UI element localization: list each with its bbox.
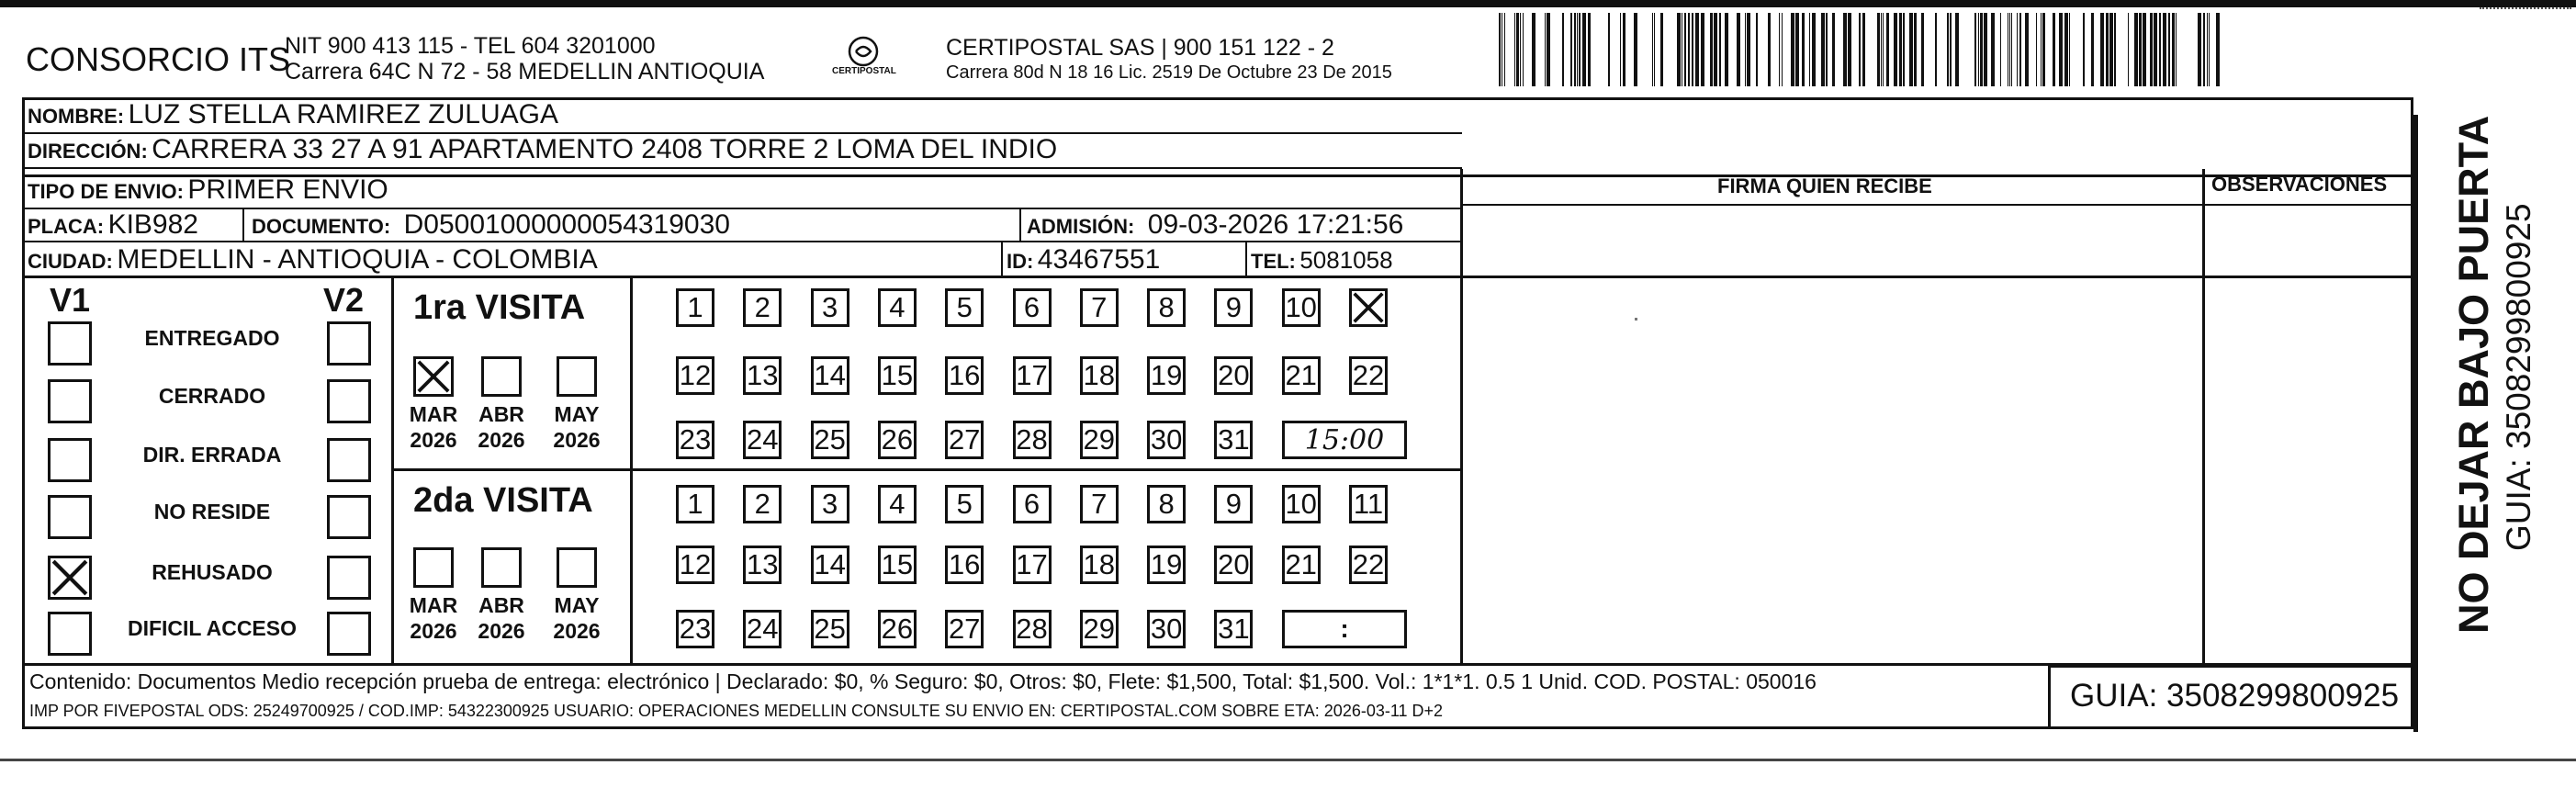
- bottom-border: [0, 759, 2576, 761]
- day-number: 28: [1016, 613, 1048, 645]
- day-number: 22: [1352, 548, 1385, 580]
- day-box[interactable]: [1013, 546, 1052, 584]
- barcode: [1499, 13, 2226, 86]
- company-name: CONSORCIO ITS: [26, 40, 291, 78]
- day-number: 30: [1150, 423, 1183, 456]
- footer-guia: GUIA: 3508299800925: [2070, 678, 2400, 714]
- month-label: MAY: [554, 402, 600, 426]
- v2-label: V2: [323, 281, 365, 319]
- firma-left-border: [1460, 169, 1463, 665]
- placa-divider: [242, 208, 244, 242]
- day-number: 6: [1023, 488, 1041, 520]
- x-mark-icon: [1352, 291, 1385, 324]
- day-number: 31: [1218, 423, 1250, 456]
- v1-checkbox[interactable]: [48, 379, 92, 423]
- day-box[interactable]: [743, 485, 782, 523]
- day-number: 31: [1218, 613, 1250, 645]
- day-box[interactable]: [1349, 485, 1388, 523]
- day-box[interactable]: [878, 546, 917, 584]
- id-divider: [1001, 241, 1003, 276]
- v2-checkbox[interactable]: [327, 321, 371, 366]
- v1-checkbox[interactable]: [48, 556, 92, 600]
- day-box[interactable]: [676, 546, 714, 584]
- tipo-value: PRIMER ENVIO: [187, 174, 388, 205]
- day-number: 23: [679, 613, 712, 645]
- x-mark-icon: [51, 558, 89, 597]
- day-box[interactable]: [1282, 485, 1321, 523]
- id-value: 43467551: [1037, 244, 1161, 275]
- day-box[interactable]: [1214, 421, 1253, 459]
- day-number: 11: [1353, 488, 1384, 520]
- certipostal-line: CERTIPOSTAL SAS | 900 151 122 - 2: [946, 35, 1334, 61]
- day-box[interactable]: [1214, 356, 1253, 395]
- day-box[interactable]: [811, 610, 849, 648]
- day-box[interactable]: [1147, 610, 1186, 648]
- nombre-label: NOMBRE:: [28, 105, 125, 128]
- day-number: 19: [1150, 548, 1183, 580]
- documento-label: DOCUMENTO:: [252, 215, 391, 238]
- day-box[interactable]: [1214, 288, 1253, 327]
- day-number: 24: [747, 423, 779, 456]
- month-label: MAR: [409, 593, 458, 617]
- day-number: 3: [821, 488, 838, 520]
- day-box[interactable]: [1013, 421, 1052, 459]
- day-number: 4: [889, 291, 906, 323]
- day-box[interactable]: [878, 288, 917, 327]
- admision-divider: [1019, 208, 1021, 242]
- month-checkbox[interactable]: [481, 356, 522, 397]
- day-box[interactable]: [878, 485, 917, 523]
- day-number: 26: [881, 423, 914, 456]
- day-box[interactable]: [1080, 610, 1119, 648]
- day-number: 13: [747, 548, 779, 580]
- day-number: 10: [1285, 291, 1317, 323]
- nombre-value: LUZ STELLA RAMIREZ ZULUAGA: [128, 99, 559, 129]
- day-number: 4: [889, 488, 906, 520]
- day-box[interactable]: [945, 610, 984, 648]
- day-box[interactable]: [811, 288, 849, 327]
- visita2-title: 2da VISITA: [413, 481, 593, 520]
- day-box[interactable]: [1013, 610, 1052, 648]
- v1-checkbox[interactable]: [48, 438, 92, 482]
- day-box[interactable]: [945, 421, 984, 459]
- day-number: 12: [679, 548, 712, 580]
- day-box[interactable]: [676, 485, 714, 523]
- day-number: 17: [1016, 548, 1048, 580]
- v2-checkbox[interactable]: [327, 438, 371, 482]
- footer-line1: Contenido: Documentos Medio recepción prueba de entrega: electrónico | Declarado: $0, % Seguro: $0, Otros: $0, Flete: $1,500, Total: $1,500. Vol.: 1*1*1. 0.5 1 Unid. COD. POSTAL: 050016: [29, 669, 1817, 693]
- day-number: 18: [1083, 359, 1116, 391]
- day-number: 12: [679, 359, 712, 391]
- day-box[interactable]: [811, 356, 849, 395]
- status-option-label: NO RESIDE: [153, 500, 271, 523]
- footer-line2: IMP POR FIVEPOSTAL ODS: 25249700925 / COD.IMP: 54322300925 USUARIO: OPERACIONES MEDELLIN CONSULTE SU ENVIO EN: CERTIPOSTAL.COM SOBRE ETA: 2026-03-11 D+2: [29, 702, 1444, 720]
- day-box[interactable]: [1214, 485, 1253, 523]
- v1-checkbox[interactable]: [48, 495, 92, 539]
- v2-checkbox[interactable]: [327, 495, 371, 539]
- day-box[interactable]: [1080, 421, 1119, 459]
- month-year: 2026: [553, 428, 601, 452]
- v2-checkbox[interactable]: [327, 379, 371, 423]
- day-box[interactable]: [1147, 288, 1186, 327]
- day-number: 15: [881, 359, 914, 391]
- month-year: 2026: [478, 619, 525, 643]
- day-box[interactable]: [811, 485, 849, 523]
- v1-checkbox[interactable]: [48, 612, 92, 656]
- handwritten-time: 15:00: [1304, 423, 1385, 456]
- day-box[interactable]: [878, 356, 917, 395]
- certipostal-logo-icon: [827, 31, 900, 86]
- admision-value: 09-03-2026 17:21:56: [1147, 209, 1404, 240]
- status-top-line: [22, 276, 1460, 278]
- day-number: 9: [1225, 291, 1243, 323]
- month-year: 2026: [410, 428, 457, 452]
- day-number: 6: [1023, 291, 1041, 323]
- month-checkbox[interactable]: [557, 547, 597, 588]
- day-box[interactable]: [1214, 610, 1253, 648]
- day-number: 7: [1091, 488, 1108, 520]
- month-label: ABR: [478, 402, 524, 426]
- day-box[interactable]: [1147, 546, 1186, 584]
- day-box[interactable]: [1282, 546, 1321, 584]
- visita1-title: 1ra VISITA: [413, 288, 586, 327]
- day-box[interactable]: [811, 546, 849, 584]
- month-label: ABR: [478, 593, 524, 617]
- day-box[interactable]: [743, 288, 782, 327]
- month-year: 2026: [410, 619, 457, 643]
- top-border: [0, 0, 2576, 7]
- logo-text: CERTIPOSTAL: [832, 66, 896, 76]
- day-number: 30: [1150, 613, 1183, 645]
- day-box[interactable]: [743, 421, 782, 459]
- day-box[interactable]: [945, 546, 984, 584]
- day-box[interactable]: [878, 421, 917, 459]
- v2-checkbox[interactable]: [327, 612, 371, 656]
- day-box[interactable]: [743, 546, 782, 584]
- day-number: 27: [948, 613, 981, 645]
- time-separator: :: [1340, 614, 1349, 643]
- day-number: 13: [747, 359, 779, 391]
- placa-label: PLACA:: [28, 215, 105, 238]
- time-box[interactable]: [1282, 610, 1408, 648]
- company-nit: NIT 900 413 115 - TEL 604 3201000: [285, 33, 656, 59]
- month-checkbox[interactable]: [557, 356, 597, 397]
- day-box[interactable]: [945, 288, 984, 327]
- day-box[interactable]: [1080, 356, 1119, 395]
- v2-checkbox[interactable]: [327, 556, 371, 600]
- day-number: 23: [679, 423, 712, 456]
- tel-divider: [1245, 241, 1247, 276]
- day-box[interactable]: [1147, 356, 1186, 395]
- month-label: MAY: [554, 593, 600, 617]
- month-year: 2026: [478, 428, 525, 452]
- day-number: 3: [821, 291, 838, 323]
- side-warning: NO DEJAR BAJO PUERTA: [2450, 115, 2497, 634]
- certipostal-logo: [827, 31, 900, 86]
- day-number: 29: [1083, 423, 1116, 456]
- day-number: 22: [1352, 359, 1385, 391]
- day-box[interactable]: [1282, 356, 1321, 395]
- day-box[interactable]: [1080, 288, 1119, 327]
- direccion-value: CARRERA 33 27 A 91 APARTAMENTO 2408 TORRE 2 LOMA DEL INDIO: [152, 134, 1058, 164]
- day-number: 7: [1091, 291, 1108, 323]
- day-box[interactable]: [1147, 421, 1186, 459]
- status-option-label: DIR. ERRADA: [142, 443, 282, 467]
- month-checkbox[interactable]: [481, 547, 522, 588]
- day-number: 25: [814, 423, 846, 456]
- tipo-label: TIPO DE ENVIO:: [28, 180, 184, 203]
- day-box[interactable]: [676, 288, 714, 327]
- day-box[interactable]: [743, 356, 782, 395]
- day-number: 10: [1285, 488, 1317, 520]
- day-number: 2: [754, 291, 771, 323]
- month-checkbox[interactable]: [413, 547, 454, 588]
- barcode-graphic: [1499, 13, 2226, 86]
- day-box[interactable]: [1147, 485, 1186, 523]
- top-right-dots: [2480, 7, 2571, 9]
- status-option-label: CERRADO: [158, 384, 266, 408]
- day-box[interactable]: [945, 485, 984, 523]
- time-box[interactable]: [1282, 421, 1408, 459]
- day-number: 5: [956, 488, 973, 520]
- id-label: ID:: [1007, 250, 1034, 273]
- day-box[interactable]: [1349, 288, 1388, 327]
- v1-checkbox[interactable]: [48, 321, 92, 366]
- day-box[interactable]: [676, 610, 714, 648]
- day-box[interactable]: [1080, 485, 1119, 523]
- day-box[interactable]: [743, 610, 782, 648]
- observaciones-left-border: [2202, 169, 2205, 665]
- day-box[interactable]: [676, 356, 714, 395]
- documento-value: D05001000000054319030: [403, 209, 730, 240]
- day-number: 8: [1158, 291, 1175, 323]
- license-line: Carrera 80d N 18 16 Lic. 2519 De Octubre 23 De 2015: [946, 62, 1392, 83]
- day-number: 2: [754, 488, 771, 520]
- visita-divider: [391, 468, 1460, 471]
- day-box[interactable]: [945, 356, 984, 395]
- status-option-label: REHUSADO: [152, 560, 273, 584]
- day-number: 14: [814, 359, 846, 391]
- day-number: 28: [1016, 423, 1048, 456]
- day-box[interactable]: [1282, 288, 1321, 327]
- day-number: 1: [687, 291, 703, 323]
- month-label: MAR: [409, 402, 458, 426]
- day-box[interactable]: [1013, 288, 1052, 327]
- signature-dot: [1635, 318, 1637, 321]
- tel-label: TEL:: [1251, 250, 1296, 273]
- tel-value: 5081058: [1299, 246, 1393, 274]
- day-box[interactable]: [1349, 546, 1388, 584]
- status-option-label: ENTREGADO: [144, 326, 280, 350]
- day-box[interactable]: [1013, 356, 1052, 395]
- month-checkbox[interactable]: [413, 356, 454, 397]
- day-number: 16: [948, 359, 981, 391]
- day-number: 27: [948, 423, 981, 456]
- side-guia: GUIA: 3508299800925: [2500, 203, 2537, 551]
- direccion-label: DIRECCIÓN:: [28, 140, 148, 163]
- day-number: 14: [814, 548, 846, 580]
- day-number: 17: [1016, 359, 1048, 391]
- day-number: 16: [948, 548, 981, 580]
- day-number: 8: [1158, 488, 1175, 520]
- day-box[interactable]: [1013, 485, 1052, 523]
- firma-header: FIRMA QUIEN RECIBE: [1717, 174, 1932, 197]
- day-box[interactable]: [811, 421, 849, 459]
- day-number: 19: [1150, 359, 1183, 391]
- month-year: 2026: [553, 619, 601, 643]
- day-number: 29: [1083, 613, 1116, 645]
- day-number: 5: [956, 291, 973, 323]
- placa-value: KIB982: [107, 209, 198, 240]
- day-number: 15: [881, 548, 914, 580]
- day-number: 18: [1083, 548, 1116, 580]
- form-shadow-right: [2413, 115, 2418, 732]
- day-box[interactable]: [676, 421, 714, 459]
- day-box[interactable]: [1080, 546, 1119, 584]
- day-box[interactable]: [1214, 546, 1253, 584]
- day-number: 20: [1218, 359, 1250, 391]
- x-mark-icon: [416, 359, 451, 394]
- day-number: 21: [1285, 359, 1317, 391]
- firma-header-line: [1460, 204, 2413, 206]
- day-number: 1: [687, 488, 703, 520]
- admision-label: ADMISIÓN:: [1027, 215, 1135, 238]
- day-number: 21: [1285, 548, 1317, 580]
- status-option-label: DIFICIL ACCESO: [127, 616, 297, 640]
- ciudad-label: CIUDAD:: [28, 250, 113, 273]
- company-address: Carrera 64C N 72 - 58 MEDELLIN ANTIOQUIA: [285, 59, 765, 84]
- day-number: 26: [881, 613, 914, 645]
- observaciones-header: OBSERVACIONES: [2211, 173, 2388, 196]
- day-number: 9: [1225, 488, 1243, 520]
- v1-label: V1: [50, 281, 91, 319]
- day-number: 24: [747, 613, 779, 645]
- day-number: 25: [814, 613, 846, 645]
- day-number: 20: [1218, 548, 1250, 580]
- day-box[interactable]: [1349, 356, 1388, 395]
- ciudad-value: MEDELLIN - ANTIOQUIA - COLOMBIA: [117, 244, 598, 275]
- day-box[interactable]: [878, 610, 917, 648]
